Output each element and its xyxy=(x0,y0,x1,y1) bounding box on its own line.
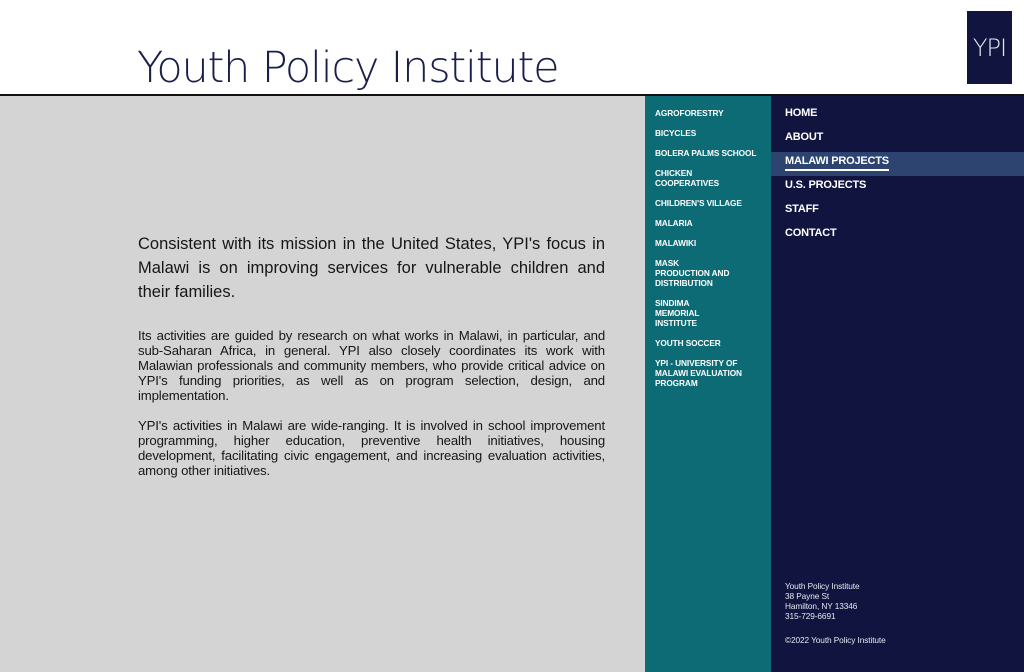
nav-label: STAFF xyxy=(785,203,819,215)
site-header xyxy=(0,0,1024,94)
nav-item-us-projects[interactable] xyxy=(771,176,1024,200)
body-paragraph: Its activities are guided by research on what works in Malawi, in particular, and sub-Saharan Africa, in general. YPI also closely coordinates its work with Malawian professionals and community members, who provide critical advice on YPI's funding priorities, as well as on program selection, design, and implementation. xyxy=(138,328,605,403)
subnav-item-sindima-memorial-institute[interactable]: SINDIMA MEMORIAL INSTITUTE xyxy=(655,298,700,328)
nav-item-about[interactable] xyxy=(771,128,1024,152)
footer-address xyxy=(785,581,985,621)
subnav-item-youth-soccer[interactable]: YOUTH SOCCER xyxy=(655,338,721,348)
subnav-item-agroforestry[interactable]: AGROFORESTRY xyxy=(655,108,724,118)
main-content xyxy=(0,96,645,672)
subnav-item-chicken-cooperatives[interactable]: CHICKEN COOPERATIVES xyxy=(655,168,720,188)
malawi-projects-subnav xyxy=(645,96,771,672)
site-title[interactable]: Youth Policy Institute xyxy=(137,43,559,93)
ypi-logo[interactable] xyxy=(967,11,1012,84)
subnav-item-mask-production[interactable]: MASK PRODUCTION AND DISTRIBUTION xyxy=(655,258,730,288)
nav-item-malawi-projects[interactable] xyxy=(771,152,1024,176)
subnav-item-malawiki[interactable]: MALAWIKI xyxy=(655,238,697,248)
copyright: ©2022 Youth Policy Institute xyxy=(785,635,886,645)
address-city: Hamilton, NY 13346 xyxy=(785,601,858,611)
nav-label: CONTACT xyxy=(785,227,837,239)
subnav-item-malaria[interactable]: MALARIA xyxy=(655,218,693,228)
nav-label: U.S. PROJECTS xyxy=(785,179,867,191)
address-phone[interactable]: 315-729-6691 xyxy=(785,611,836,621)
nav-item-staff[interactable] xyxy=(771,200,1024,224)
lead-paragraph: Consistent with its mission in the United States, YPI's focus in Malawi is on improving services for vulnerable children and their families. xyxy=(138,235,605,301)
subnav-item-university-evaluation[interactable]: YPI - UNIVERSITY OF MALAWI EVALUATION PROGRAM xyxy=(655,358,742,388)
nav-item-home[interactable] xyxy=(771,104,1024,128)
logo-text: YPI xyxy=(972,33,1007,62)
subnav-item-bicycles[interactable]: BICYCLES xyxy=(655,128,697,138)
subnav-item-childrens-village[interactable]: CHILDREN'S VILLAGE xyxy=(655,198,742,208)
nav-item-contact[interactable] xyxy=(771,224,1024,248)
address-org: Youth Policy Institute xyxy=(785,581,860,591)
nav-label: MALAWI PROJECTS xyxy=(785,155,889,171)
nav-label: ABOUT xyxy=(785,131,824,143)
body-paragraph: YPI's activities in Malawi are wide-ranging. It is involved in school improvement programming, higher education, preventive health initiatives, housing development, facilitating civic engagement, and increasing evaluation activities, among other initiatives. xyxy=(138,418,605,478)
address-street: 38 Payne St xyxy=(785,591,830,601)
subnav-item-bolera-palms-school[interactable]: BOLERA PALMS SCHOOL xyxy=(655,148,757,158)
nav-label: HOME xyxy=(785,107,818,119)
